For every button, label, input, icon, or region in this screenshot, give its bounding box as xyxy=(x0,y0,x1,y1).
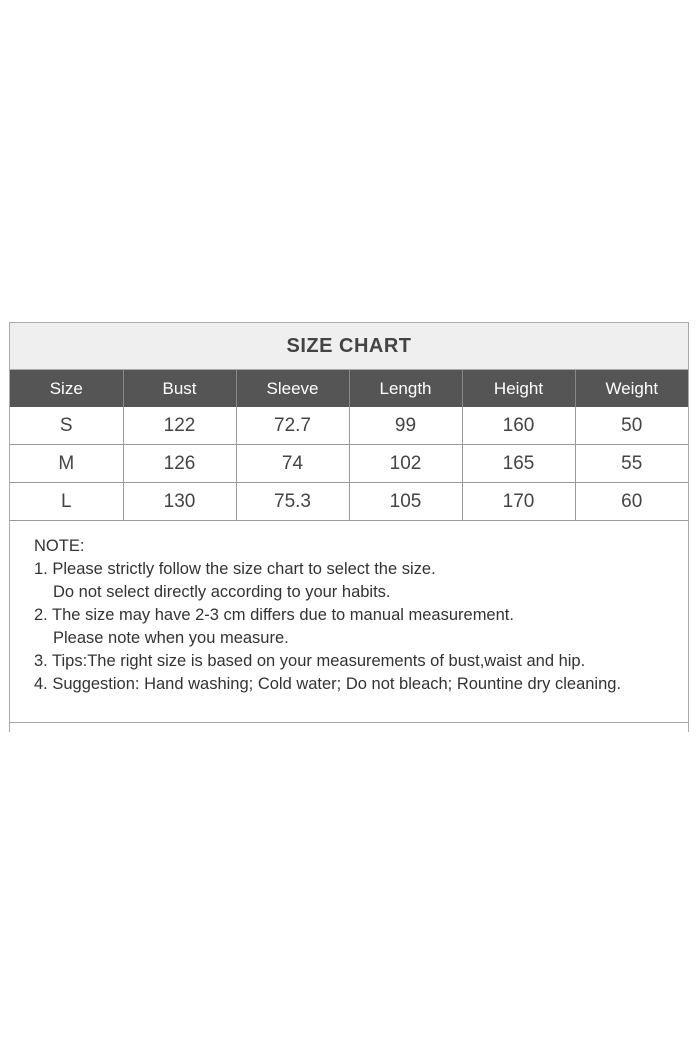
table-cell: 102 xyxy=(349,445,462,483)
size-chart xyxy=(9,322,689,732)
note-line: 3. Tips:The right size is based on your measurements of bust,waist and hip. xyxy=(34,652,586,670)
note-line: 1. Please strictly follow the size chart to select the size. xyxy=(34,560,436,578)
table-row xyxy=(10,445,688,483)
note-line: Do not select directly according to your habits. xyxy=(53,583,391,601)
table-cell: 130 xyxy=(123,483,236,521)
header-size: Size xyxy=(10,370,123,407)
table-cell: M xyxy=(10,445,123,483)
table-cell: 60 xyxy=(575,483,688,521)
table-cell: 50 xyxy=(575,407,688,445)
table-cell: 122 xyxy=(123,407,236,445)
table-cell: 74 xyxy=(236,445,349,483)
note-line: 4. Suggestion: Hand washing; Cold water; Do not bleach; Rountine dry cleaning. xyxy=(34,675,622,693)
table-cell: 105 xyxy=(349,483,462,521)
table-header-row xyxy=(10,370,688,407)
table-cell: 99 xyxy=(349,407,462,445)
note-line: Please note when you measure. xyxy=(53,629,289,647)
header-sleeve: Sleeve xyxy=(236,370,349,407)
table-cell: 55 xyxy=(575,445,688,483)
table-cell: 165 xyxy=(462,445,575,483)
chart-title: SIZE CHART xyxy=(10,323,688,370)
table-cell: 72.7 xyxy=(236,407,349,445)
header-length: Length xyxy=(349,370,462,407)
notes-heading: NOTE: xyxy=(34,537,85,555)
table-cell: L xyxy=(10,483,123,521)
header-bust: Bust xyxy=(123,370,236,407)
bottom-divider xyxy=(9,722,689,732)
size-table xyxy=(10,370,688,521)
table-cell: 160 xyxy=(462,407,575,445)
notes-section xyxy=(10,521,688,696)
table-cell: S xyxy=(10,407,123,445)
header-weight: Weight xyxy=(605,378,659,398)
table-cell: 170 xyxy=(462,483,575,521)
header-height: Height xyxy=(462,370,575,407)
table-row xyxy=(10,407,688,445)
note-line: 2. The size may have 2-3 cm differs due to manual measurement. xyxy=(34,606,514,624)
table-cell: 75.3 xyxy=(236,483,349,521)
table-row xyxy=(10,483,688,521)
table-cell: 126 xyxy=(123,445,236,483)
